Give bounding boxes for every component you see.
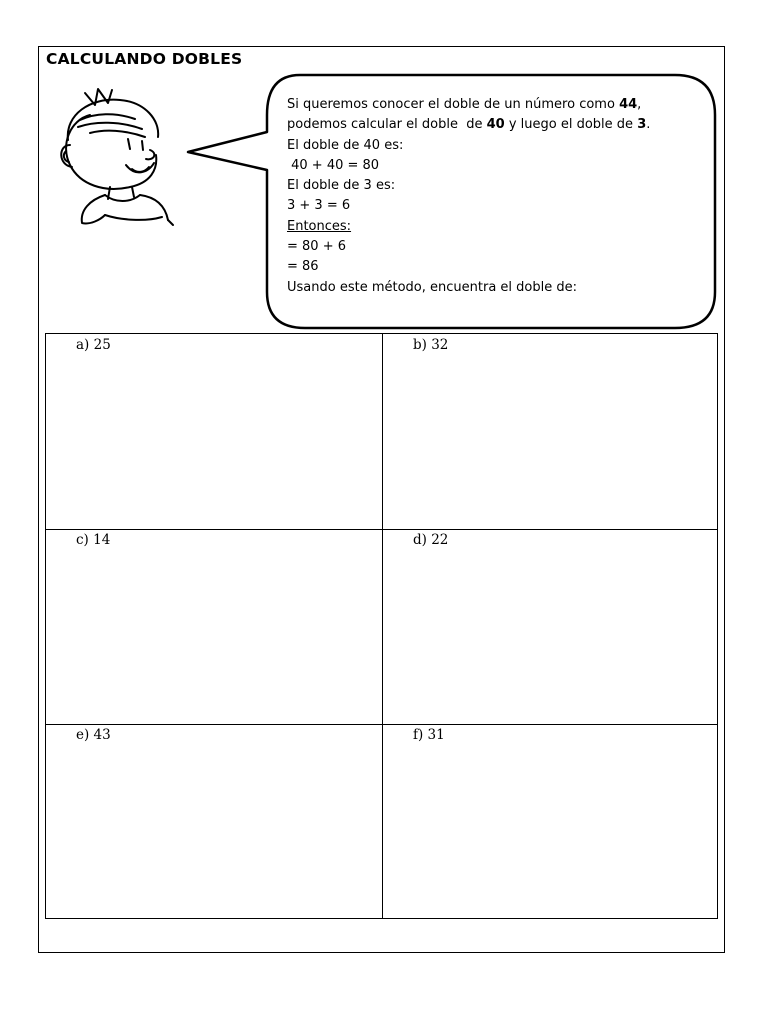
explanation-line-8: = 80 + 6 <box>287 239 346 255</box>
exercise-label: d) 22 <box>413 532 449 548</box>
explanation-text <box>287 95 697 298</box>
exercise-grid <box>45 333 718 919</box>
exercise-label: b) 32 <box>413 337 449 353</box>
explanation-line-4: 40 + 40 = 80 <box>287 157 380 173</box>
exercise-cell-f[interactable] <box>383 724 718 919</box>
boy-illustration <box>50 75 200 230</box>
exercise-label: a) 25 <box>76 337 111 353</box>
exercise-cell-b[interactable] <box>383 334 718 529</box>
explanation-line-3: El doble de 40 es: <box>287 137 404 153</box>
explanation-line-7: Entonces: <box>287 218 352 234</box>
exercise-label: e) 43 <box>76 727 111 743</box>
exercise-cell-c[interactable] <box>46 529 382 724</box>
explanation-line-2: podemos calcular el doble de 40 y luego el doble de 3. <box>287 117 651 133</box>
exercise-cell-a[interactable] <box>46 334 382 529</box>
exercise-label: c) 14 <box>76 532 111 548</box>
explanation-line-6: 3 + 3 = 6 <box>287 198 351 214</box>
explanation-line-5: El doble de 3 es: <box>287 178 396 194</box>
exercise-cell-e[interactable] <box>46 724 382 919</box>
explanation-line-10: Usando este método, encuentra el doble de: <box>287 279 577 295</box>
explanation-line-1: Si queremos conocer el doble de un número como 44, <box>287 97 642 112</box>
exercise-cell-d[interactable] <box>383 529 718 724</box>
exercise-label: f) 31 <box>413 727 445 743</box>
explanation-line-9: = 86 <box>287 259 319 275</box>
worksheet-title: CALCULANDO DOBLES <box>46 50 243 68</box>
